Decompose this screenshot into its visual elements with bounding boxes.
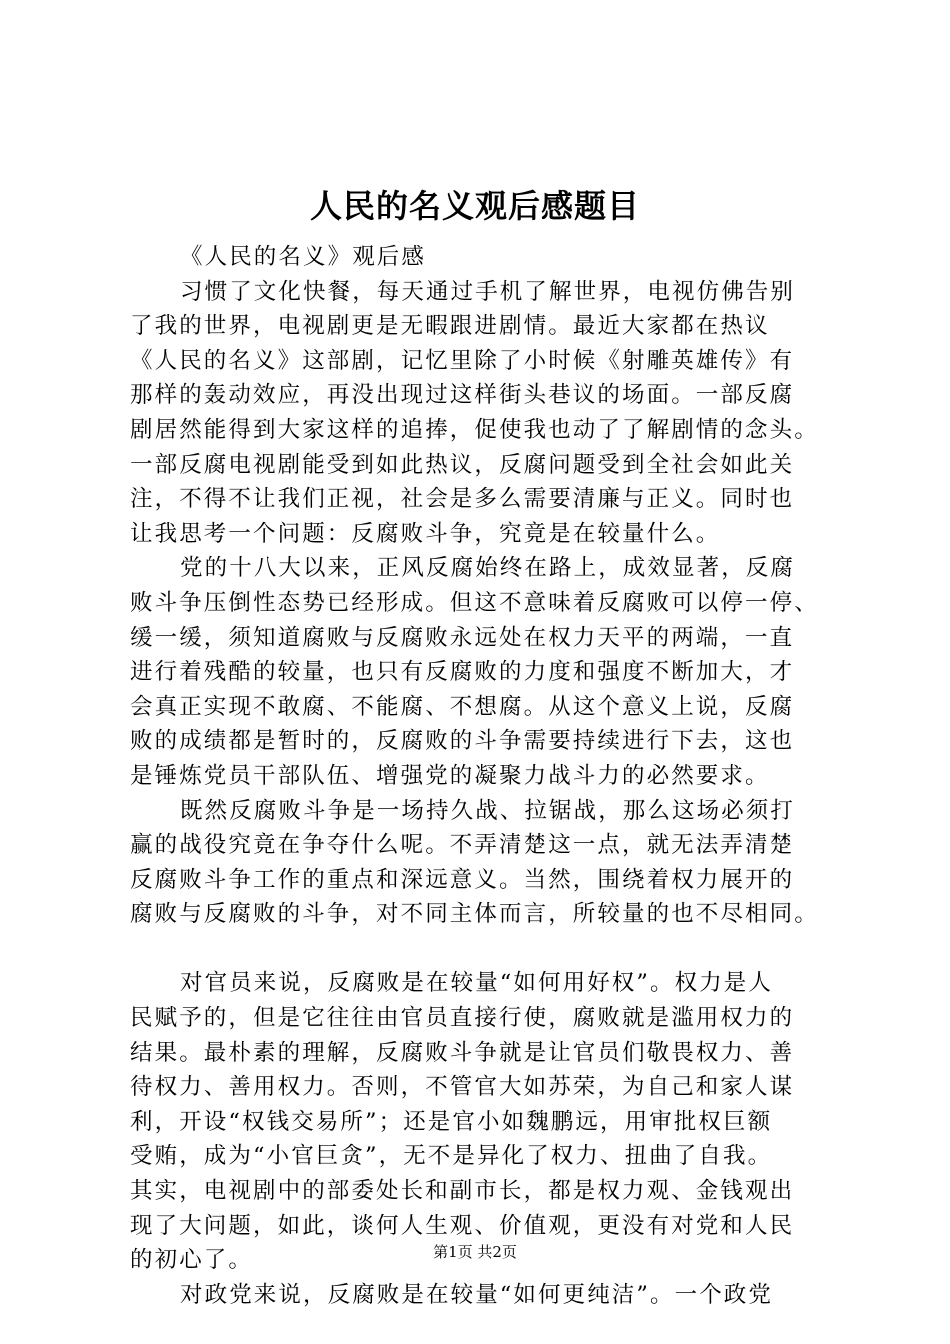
paragraph-line: 赢的战役究竟在争夺什么呢。不弄清楚这一点，就无法弄清楚 [130, 832, 795, 859]
subtitle-line: 《人民的名义》观后感 [180, 244, 427, 270]
paragraph-line: 既然反腐败斗争是一场持久战、拉锯战，那么这场必须打 [180, 797, 796, 824]
paragraph-line: 对官员来说，反腐败是在较量“如何用好权”。权力是人 [180, 970, 774, 997]
paragraph-line: 一部反腐电视剧能受到如此热议，反腐问题受到全社会如此关 [130, 451, 795, 478]
paragraph-line: 结果。最朴素的理解，反腐败斗争就是让官员们敬畏权力、善 [130, 1039, 795, 1066]
paragraph-line: 利，开设“权钱交易所”；还是官小如魏鹏远，用审批权巨额 [130, 1108, 773, 1135]
paragraph-line: 民赋予的，但是它往往由官员直接行使，腐败就是滥用权力的 [130, 1005, 795, 1032]
paragraph-line: 是锤炼党员干部队伍、增强党的凝聚力战斗力的必然要求。 [130, 762, 770, 789]
paragraph-line: 反腐败斗争工作的重点和深远意义。当然，围绕着权力展开的 [130, 866, 795, 893]
paragraph-line: 败斗争压倒性态势已经形成。但这不意味着反腐败可以停一停、 [130, 589, 819, 616]
paragraph-line: 腐败与反腐败的斗争，对不同主体而言，所较量的也不尽相同。 [130, 901, 819, 928]
paragraph-line: 对政党来说，反腐败是在较量“如何更纯洁”。一个政党 [180, 1281, 774, 1308]
paragraph-line: 《人民的名义》这部剧，记忆里除了小时候《射雕英雄传》有 [130, 347, 795, 374]
paragraph-line: 剧居然能得到大家这样的追捧，促使我也动了了解剧情的念头。 [130, 416, 819, 443]
paragraph-line: 让我思考一个问题：反腐败斗争，究竟是在较量什么。 [130, 520, 721, 547]
paragraph-line: 那样的轰动效应，再没出现过这样街头巷议的场面。一部反腐 [130, 382, 795, 409]
document-title: 人民的名义观后感题目 [309, 187, 640, 225]
page-number-footer: 第1页 共2页 [433, 1243, 517, 1261]
paragraph-line: 缓一缓，须知道腐败与反腐败永远处在权力天平的两端，一直 [130, 624, 795, 651]
paragraph-line: 受贿，成为“小官巨贪”，无不是异化了权力、扭曲了自我。 [130, 1143, 773, 1170]
paragraph-line: 进行着残酷的较量，也只有反腐败的力度和强度不断加大，才 [130, 659, 795, 686]
paragraph-line: 的初心了。 [130, 1247, 254, 1274]
paragraph-line: 了我的世界，电视剧更是无暇跟进剧情。最近大家都在热议 [130, 313, 770, 340]
paragraph-line: 待权力、善用权力。否则，不管官大如苏荣，为自己和家人谋 [130, 1074, 795, 1101]
document-body [130, 240, 850, 1312]
blank-line [130, 932, 850, 967]
paragraph-line: 败的成绩都是暂时的，反腐败的斗争需要持续进行下去，这也 [130, 728, 795, 755]
paragraph-line: 党的十八大以来，正风反腐始终在路上，成效显著，反腐 [180, 555, 796, 582]
paragraph-line: 现了大问题，如此，谈何人生观、价值观，更没有对党和人民 [130, 1212, 795, 1239]
paragraph-line: 注，不得不让我们正视，社会是多么需要清廉与正义。同时也 [130, 486, 795, 513]
paragraph-line: 会真正实现不敢腐、不能腐、不想腐。从这个意义上说，反腐 [130, 693, 795, 720]
paragraph-line: 习惯了文化快餐，每天通过手机了解世界，电视仿佛告别 [180, 278, 796, 305]
paragraph-line: 其实，电视剧中的部委处长和副市长，都是权力观、金钱观出 [130, 1178, 795, 1205]
